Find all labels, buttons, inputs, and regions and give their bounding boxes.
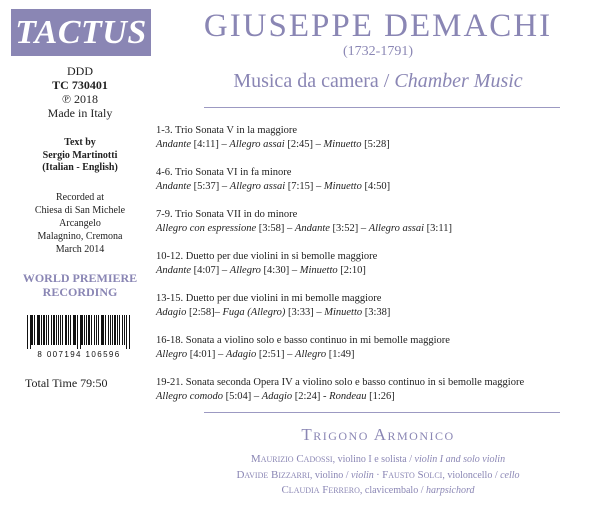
barcode-bar [53,315,54,345]
barcode-bar [46,315,47,345]
barcode-bar [48,315,49,345]
barcode-number: 8 007194 106596 [37,350,121,359]
text-by-author: Sergio Martinotti [42,149,118,161]
movement-duration: [2:24] [292,390,321,402]
performer-name: Fausto Solci [382,468,443,481]
movement-duration: [2:58] [186,306,215,318]
track-movements [156,222,596,236]
barcode-bar [60,315,61,345]
barcode-bar [117,315,118,345]
track-movements [156,348,596,362]
composer-name: GIUSEPPE DEMACHI [203,8,553,44]
movement-separator: – [284,222,295,234]
subtitle-separator: / [378,70,395,92]
recorded-label: Recorded at [55,191,105,203]
composer-dates: (1732-1791) [343,44,413,59]
track-title: 13-15. Duetto per due violini in mi bemolle maggiore [156,293,382,304]
recorded-block [4,191,156,256]
premiere-line-1: WORLD PREMIERE [22,270,138,285]
premiere-line-2: RECORDING [42,284,118,299]
top-divider [204,107,560,108]
barcode-bars [27,315,131,349]
world-premiere-badge [4,271,156,299]
track-title: 1-3. Trio Sonata V in la maggiore [156,125,298,136]
movement-duration: [5:37] [191,180,220,192]
movement-duration: [4:50] [361,180,391,192]
movement-name: Andante [156,180,191,192]
movement-separator: - [320,390,330,402]
track-entry [156,292,596,319]
barcode-bar [80,315,81,349]
movement-duration: [5:28] [361,138,390,150]
logo-text: TACTUS [15,13,147,51]
track-movements [156,180,596,194]
movement-duration: [4:30] [260,264,290,276]
movement-duration: [1:49] [326,348,355,360]
movement-duration: [3:11] [424,222,452,234]
performer-name: Claudia Ferrero [281,484,360,496]
movement-duration: [4:11] [191,138,219,150]
movement-name: Allegro assai [229,138,285,150]
movement-separator: – [219,180,230,192]
track-entry [156,334,596,361]
movement-duration: [2:45] [284,138,314,150]
movement-duration: [1:26] [366,390,395,402]
barcode-bar [77,315,78,349]
movement-name: Allegro assai [368,222,425,234]
barcode-bar [73,315,74,345]
barcode-bar [126,315,127,349]
performer-role: , clavicembalo / [359,485,426,496]
performer-role-en: cello [500,469,520,481]
movement-duration: [2:51] [256,348,285,360]
barcode-bar [101,315,102,345]
movement-name: Allegro [156,348,188,360]
barcode-bar [51,315,52,345]
movement-duration: [3:58] [256,222,285,234]
barcode-bar [91,315,92,345]
movement-name: Andante [156,264,191,276]
movement-separator: – [219,264,230,276]
movement-duration: [5:04] [222,390,252,402]
subtitle-english: Chamber Music [394,70,523,92]
ensemble-name: Trigono Armonico [301,425,455,444]
movement-separator: – [284,348,296,360]
barcode-bar [30,315,31,349]
movement-name: Minuetto [299,264,338,276]
recorded-venue-1: Chiesa di San Michele [34,204,126,216]
barcode-bar [37,315,38,345]
total-time: Total Time 79:50 [25,376,108,390]
barcode-bar [119,315,120,345]
text-by-block [4,137,156,175]
movement-duration: [7:15] [285,180,314,192]
track-movements [156,138,596,152]
movement-duration: [3:38] [362,306,391,318]
credit-line-2 [156,468,600,484]
movement-name: Allegro comodo [156,390,223,402]
performer-name: Maurizio Cadossi [250,453,333,465]
movement-duration: [4:07] [191,264,220,276]
movement-separator: – [218,138,230,150]
performer-role: , violino / [309,469,352,481]
barcode-bar [34,315,35,345]
recorded-place: Malagnino, Cremona [37,230,123,242]
barcode-bar [98,315,99,345]
movement-name: Allegro [229,264,261,276]
barcode-bar [27,315,28,349]
movement-name: Andante [294,222,330,234]
movement-name: Adagio [156,306,187,318]
barcode-bar [124,315,125,345]
barcode-bar [62,315,63,345]
movement-name: Adagio [225,348,257,360]
track-title: 4-6. Trio Sonata VI in fa minore [156,167,292,178]
barcode-bar [68,315,69,345]
movement-duration: [3:33] [285,306,314,318]
barcode-bar [105,315,106,345]
barcode-bar [43,315,45,345]
bottom-divider [204,412,560,413]
movement-duration: [4:01] [187,348,216,360]
barcode-bar [110,315,111,345]
track-title: 16-18. Sonata a violino solo e basso continuo in mi bemolle maggiore [156,335,450,346]
track-movements [156,306,596,320]
barcode-bar [41,315,42,345]
origin: Made in Italy [47,106,113,120]
movement-separator: – [215,348,226,360]
barcode-bar [81,315,82,345]
track-movements [156,264,596,278]
barcode-bar [102,315,103,345]
left-info-column [4,64,156,299]
barcode-bar [108,315,109,345]
track-movements [156,390,596,404]
movement-separator: – [313,180,324,192]
performer-role-en: harpsichord [426,485,475,496]
credit-line-3 [156,483,600,499]
barcode-bar [31,315,32,345]
recorded-venue-2: Arcangelo [59,217,101,229]
barcode-bar [70,315,71,345]
catalog-number: TC 730401 [52,78,108,92]
barcode [27,315,131,359]
barcode-bar [86,315,87,345]
movement-separator: – [251,390,262,402]
barcode-bar [88,315,90,345]
movement-name: Adagio [261,390,293,402]
track-list [156,124,596,418]
barcode-bar [122,315,123,345]
movement-name: Minuetto [324,306,363,318]
track-entry [156,376,596,403]
barcode-bar [65,315,67,345]
track-title: 10-12. Duetto per due violini in si bemolle maggiore [156,251,378,262]
barcode-bar [112,315,113,345]
barcode-bar [84,315,85,345]
format: DDD [67,64,93,78]
subtitle-italian: Musica da camera [233,70,379,92]
movement-separator: – [358,222,369,234]
track-entry [156,124,596,151]
barcode-bar [114,315,116,345]
performer-credits [156,452,600,499]
track-entry [156,250,596,277]
movement-separator: – [313,306,325,318]
performer-role-en: violin [351,469,374,481]
text-by-languages: (Italian - English) [42,162,118,173]
barcode-bar [74,315,75,345]
credit-separator: · [373,469,383,481]
movement-name: Andante [156,138,191,150]
barcode-bar [38,315,39,345]
performer-role-en: violin I and solo violin [414,454,506,465]
movement-name: Allegro assai [229,180,286,192]
track-entry [156,166,596,193]
movement-name: Allegro [295,348,327,360]
barcode-bar [58,315,59,345]
barcode-bar [129,315,130,349]
movement-name: Allegro con espressione [156,222,257,234]
credit-line-1 [156,452,600,468]
movement-duration: [3:52] [329,222,359,234]
movement-name: Rondeau [329,390,367,402]
track-entry [156,208,596,235]
recorded-date: March 2014 [55,243,105,255]
barcode-bar [56,315,57,345]
movement-name: Minuetto [323,180,362,192]
performer-role: , violino I e solista / [332,454,415,465]
movement-name: Minuetto [323,138,362,150]
performer-role: , violoncello / [442,469,501,481]
track-title: 7-9. Trio Sonata VII in do minore [156,209,298,220]
movement-separator: – [313,138,324,150]
movement-name: Fuga (Allegro) [222,306,286,318]
barcode-bar [96,315,97,345]
barcode-bar [94,315,95,345]
movement-separator: – [289,264,300,276]
phonogram-year: ℗ 2018 [61,92,99,106]
movement-duration: [2:10] [337,264,366,276]
text-by-label: Text by [64,137,96,148]
tactus-logo [11,9,151,56]
album-subtitle [156,70,600,93]
movement-separator: – [214,306,223,318]
track-title: 19-21. Sonata seconda Opera IV a violino solo e basso continuo in si bemolle maggiore [156,377,525,388]
performer-name: Davide Bizzarri [236,468,310,481]
